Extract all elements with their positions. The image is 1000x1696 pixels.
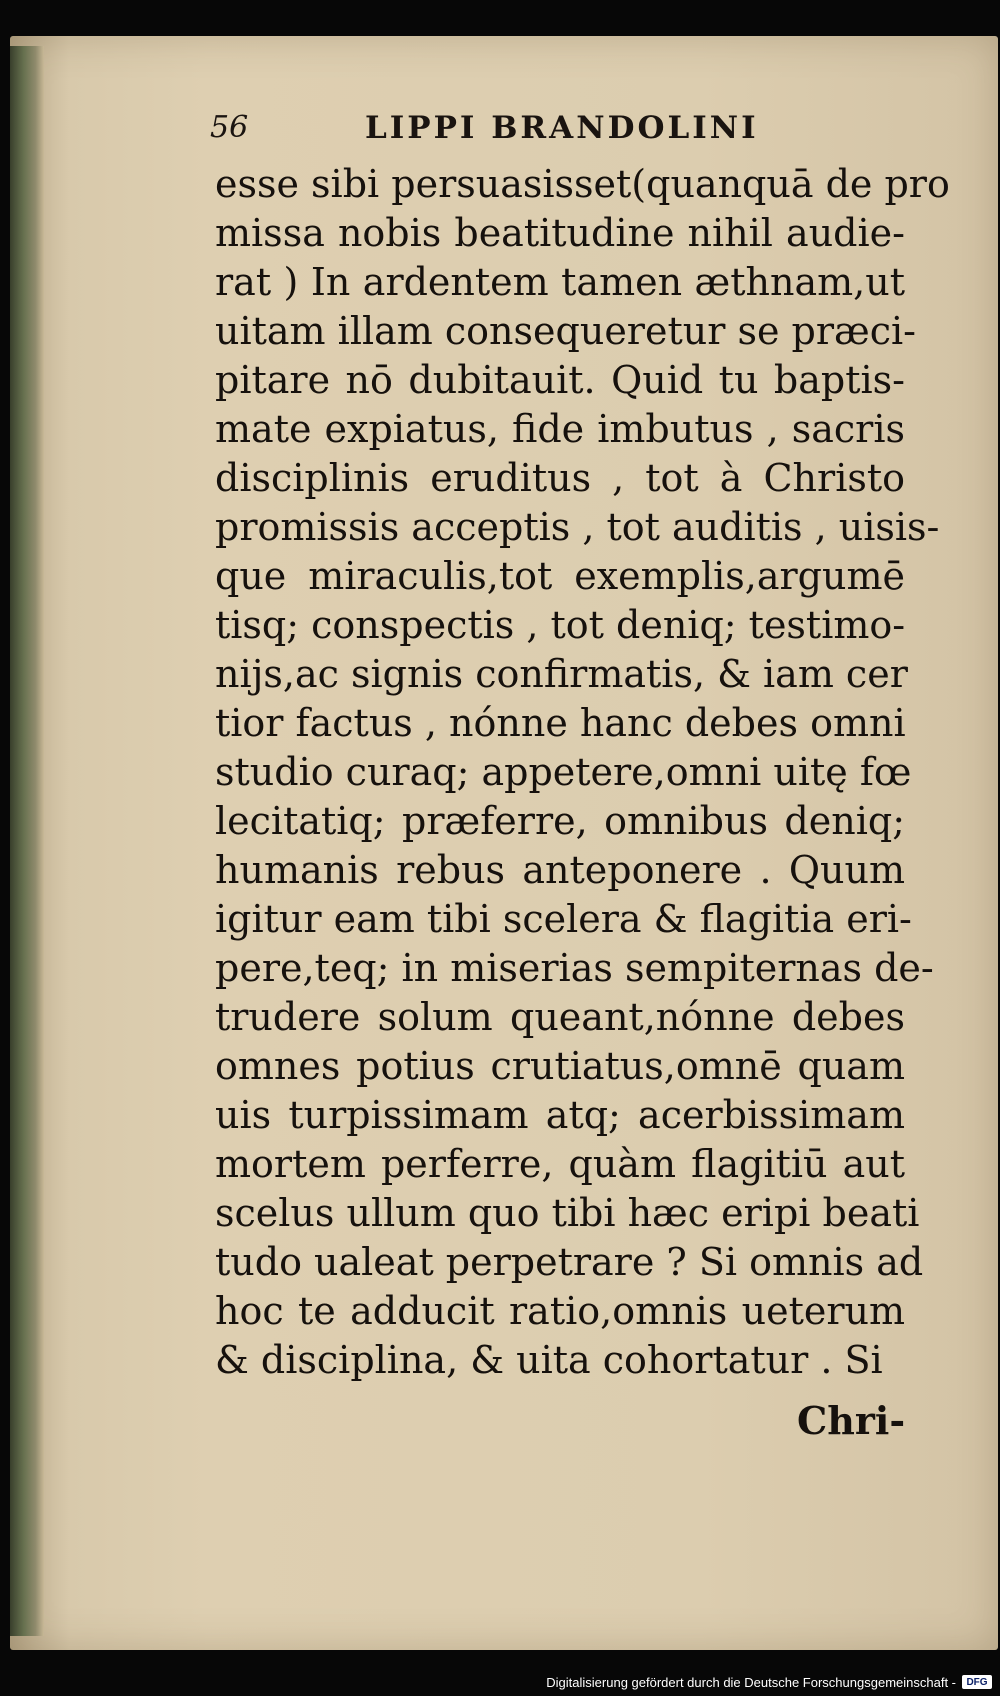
text-line: promissis acceptis , tot auditis , uisis- bbox=[215, 505, 940, 549]
text-line: igitur eam tibi scelera & flagitia eri- bbox=[215, 897, 912, 941]
text-line: tudo ualeat perpetrare ? Si omnis ad bbox=[215, 1240, 924, 1284]
digitization-credit-text: Digitalisierung gefördert durch die Deutsche Forschungsgemeinschaft - bbox=[546, 1674, 956, 1690]
text-line: uis turpissimam atq; acerbissimam bbox=[215, 1093, 905, 1137]
text-line: studio curaq; appetere,omni uitę fœ bbox=[215, 750, 912, 794]
page-number: 56 bbox=[210, 110, 249, 145]
digitization-credit bbox=[546, 1672, 992, 1692]
text-line: scelus ullum quo tibi hæc eripi beati bbox=[215, 1191, 920, 1235]
running-head: LIPPI BRANDOLINI bbox=[365, 110, 759, 146]
text-block bbox=[215, 160, 950, 1385]
text-line: mate expiatus, fide imbutus , sacris bbox=[215, 407, 905, 451]
text-line: & disciplina, & uita cohortatur . Si bbox=[215, 1338, 883, 1382]
text-line: pitare nō dubitauit. Quid tu baptis- bbox=[215, 358, 905, 402]
text-line: tisq; conspectis , tot deniq; testimo- bbox=[215, 603, 906, 647]
book-binding-edge bbox=[10, 46, 44, 1636]
text-line: missa nobis beatitudine nihil audie- bbox=[215, 211, 905, 255]
text-line: nijs,ac signis confirmatis, & iam cer bbox=[215, 652, 908, 696]
text-line: hoc te adducit ratio,omnis ueterum bbox=[215, 1289, 905, 1333]
text-line: pere,teq; in miserias sempiternas de- bbox=[215, 946, 934, 990]
text-line: que miraculis,tot exemplis,argumē bbox=[215, 554, 905, 598]
page-header bbox=[210, 110, 810, 158]
text-line: rat ) In ardentem tamen æthnam,ut bbox=[215, 260, 905, 304]
text-line: disciplinis eruditus , tot à Christo bbox=[215, 456, 905, 500]
text-line: mortem perferre, quàm flagitiū aut bbox=[215, 1142, 905, 1186]
text-line: omnes potius crutiatus,omnē quam bbox=[215, 1044, 905, 1088]
dfg-logo-icon: DFG bbox=[962, 1675, 992, 1689]
text-line: esse sibi persuasisset(quanquā de pro bbox=[215, 162, 950, 206]
text-line: humanis rebus anteponere . Quum bbox=[215, 848, 905, 892]
text-line: tior factus , nónne hanc debes omni bbox=[215, 701, 906, 745]
text-line: lecitatiq; præferre, omnibus deniq; bbox=[215, 799, 905, 843]
text-line: trudere solum queant,nónne debes bbox=[215, 995, 905, 1039]
catchword: Chri- bbox=[797, 1398, 906, 1443]
text-line: uitam illam consequeretur se præci- bbox=[215, 309, 916, 353]
